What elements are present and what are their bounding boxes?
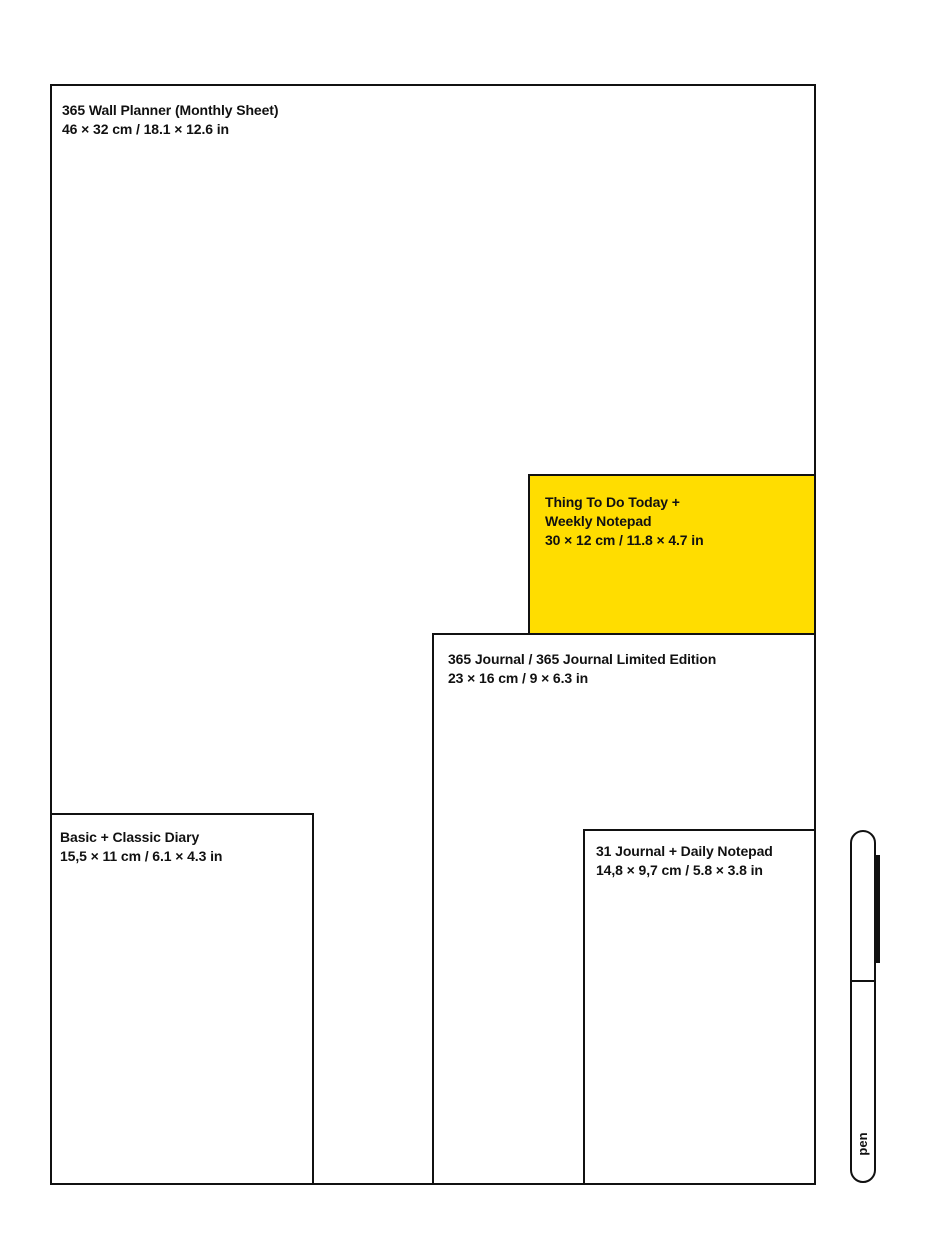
pen-outline bbox=[850, 830, 876, 1183]
wall-planner-size: 46 × 32 cm / 18.1 × 12.6 in bbox=[62, 121, 229, 137]
pen-label: pen bbox=[855, 1132, 870, 1156]
todo-notepad-label bbox=[545, 493, 704, 550]
journal-365-label bbox=[448, 650, 716, 688]
classic-diary-name: Basic + Classic Diary bbox=[60, 829, 200, 845]
todo-notepad-size: 30 × 12 cm / 11.8 × 4.7 in bbox=[545, 532, 704, 548]
journal-31-label bbox=[596, 842, 773, 880]
todo-notepad-name-line1: Thing To Do Today + bbox=[545, 494, 680, 510]
classic-diary-label bbox=[60, 828, 222, 866]
journal-31-outline bbox=[583, 829, 816, 1185]
journal-365-size: 23 × 16 cm / 9 × 6.3 in bbox=[448, 670, 589, 686]
classic-diary-outline bbox=[50, 813, 314, 1185]
journal-31-size: 14,8 × 9,7 cm / 5.8 × 3.8 in bbox=[596, 862, 763, 878]
todo-notepad-outline bbox=[528, 474, 816, 636]
journal-31-name: 31 Journal + Daily Notepad bbox=[596, 843, 773, 859]
wall-planner-label bbox=[62, 101, 278, 139]
journal-365-name: 365 Journal / 365 Journal Limited Edition bbox=[448, 651, 717, 667]
wall-planner-name: 365 Wall Planner (Monthly Sheet) bbox=[62, 102, 279, 118]
todo-notepad-name-line2: Weekly Notepad bbox=[545, 513, 652, 529]
classic-diary-size: 15,5 × 11 cm / 6.1 × 4.3 in bbox=[60, 848, 223, 864]
pen-cap-divider bbox=[852, 980, 874, 982]
